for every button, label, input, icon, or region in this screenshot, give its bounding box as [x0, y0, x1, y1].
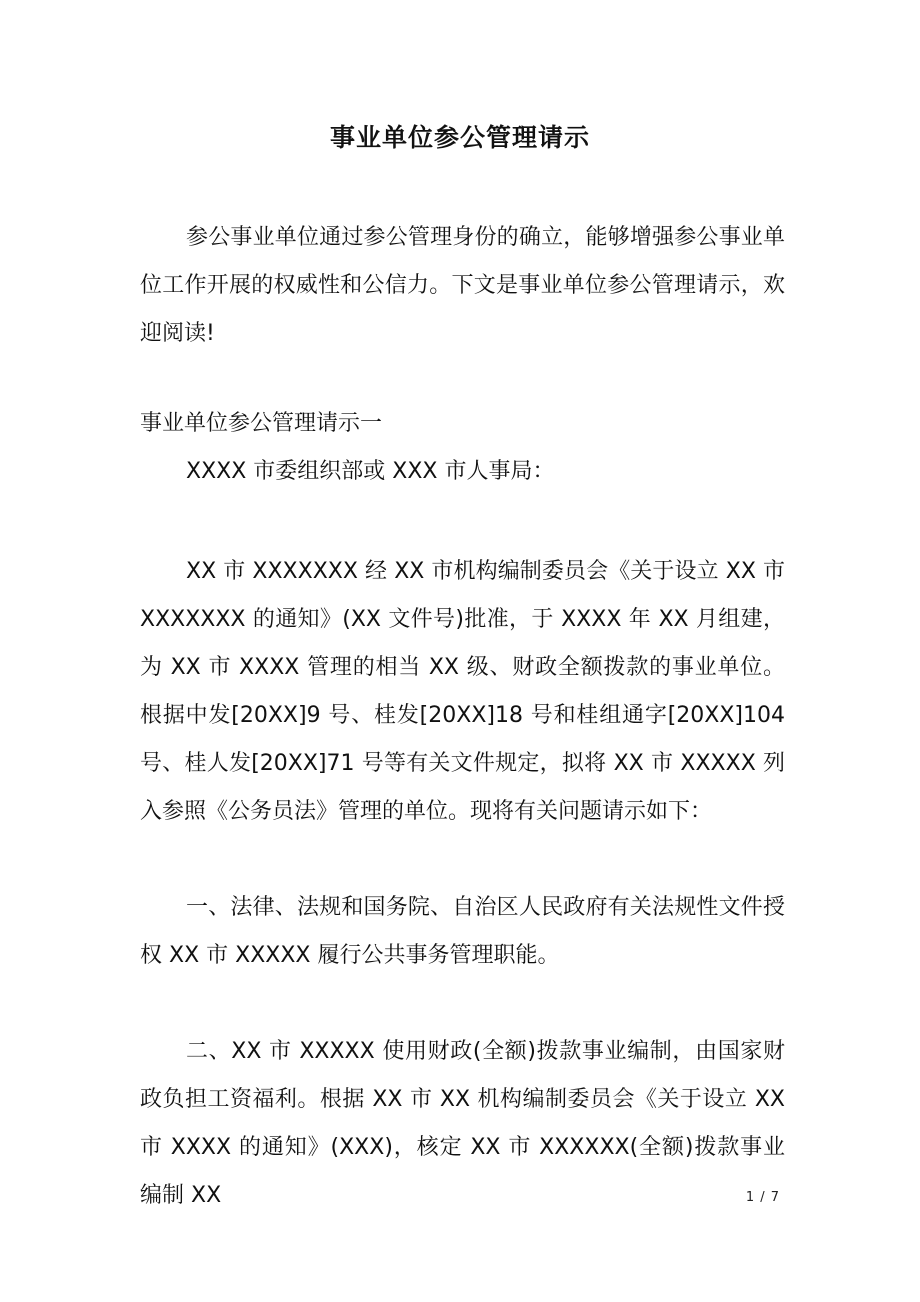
paragraph-2: 一、法律、法规和国务院、自治区人民政府有关法规性文件授权 XX 市 XXXXX 履行公共事务管理职能。 [140, 895, 785, 968]
document-title: 事业单位参公管理请示 [329, 123, 590, 152]
section-heading: 事业单位参公管理请示一 [140, 411, 383, 436]
paragraph-1: XX 市 XXXXXXX 经 XX 市机构编制委员会《关于设立 XX 市 XXXXXXX 的通知》(XX 文件号)批准，于 XXXX 年 XX 月组建，为 XX 市 XXXX 管理的相当 XX 级、财政全额拨款的事业单位。根据中发[20XX]9 号、桂发[20XX]18 号和桂组通字[20XX]104 号、桂人发[20XX]71 号等有关文件规定，拟将 XX 市 XXXXX 列入参照《公务员法》管理的单位。现将有关问题请示如下： [140, 559, 785, 824]
addressee-line: XXXX 市委组织部或 XXX 市人事局： [186, 459, 555, 484]
paragraph-3: 二、XX 市 XXXXX 使用财政(全额)拨款事业编制，由国家财政负担工资福利。根据 XX 市 XX 机构编制委员会《关于设立 XX 市 XXXX 的通知》(XXX)，核定 XX 市 XXXXXX(全额)拨款事业编制 XX [140, 1039, 785, 1208]
intro-paragraph: 参公事业单位通过参公管理身份的确立，能够增强参公事业单位工作开展的权威性和公信力。下文是事业单位参公管理请示，欢迎阅读! [140, 225, 785, 346]
page-number: 1 / 7 [745, 1190, 780, 1205]
